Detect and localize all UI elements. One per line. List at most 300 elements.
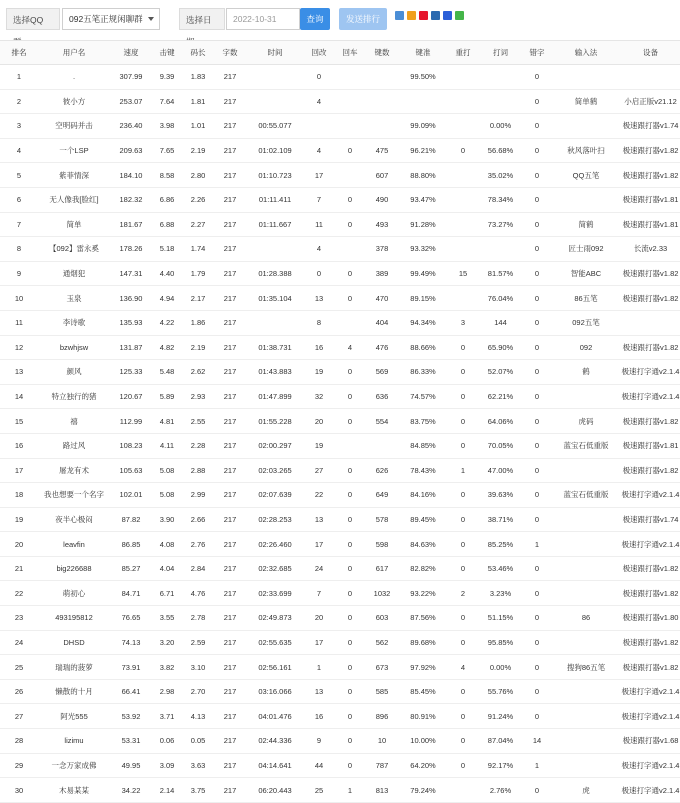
send-ranking-button[interactable]: 发送排行 xyxy=(339,8,387,30)
table-cell: 极速跟打器v1.74 xyxy=(621,507,680,532)
table-cell: 3.98 xyxy=(152,114,182,139)
table-cell: 蓝宝石低重版 xyxy=(551,433,621,458)
table-cell: 79.24% xyxy=(398,778,448,803)
table-cell: 64.06% xyxy=(478,409,523,434)
table-cell: 3.10 xyxy=(182,655,214,680)
column-header[interactable]: 字数 xyxy=(214,41,246,65)
table-cell: 01:28.388 xyxy=(246,261,304,286)
column-header[interactable]: 回车 xyxy=(334,41,366,65)
table-cell: 0 xyxy=(448,409,478,434)
table-cell xyxy=(551,65,621,90)
table-cell: 253.07 xyxy=(110,89,152,114)
table-row xyxy=(0,753,680,778)
table-cell: 217 xyxy=(214,704,246,729)
table-cell: 14 xyxy=(0,384,38,409)
table-cell: 217 xyxy=(214,753,246,778)
table-cell: 13 xyxy=(304,507,334,532)
table-cell: 2.26 xyxy=(182,187,214,212)
table-cell: 无人像我[脸红] xyxy=(38,187,110,212)
table-cell: 6 xyxy=(0,187,38,212)
column-header[interactable]: 键数 xyxy=(366,41,398,65)
table-cell: 11 xyxy=(0,310,38,335)
table-cell: 01:55.228 xyxy=(246,409,304,434)
table-cell: 178.26 xyxy=(110,237,152,262)
table-cell: 217 xyxy=(214,187,246,212)
table-cell xyxy=(366,433,398,458)
table-cell: 10 xyxy=(0,286,38,311)
table-cell: 89.15% xyxy=(398,286,448,311)
table-header-row xyxy=(0,41,680,65)
table-cell: 0 xyxy=(523,679,551,704)
table-cell xyxy=(334,89,366,114)
table-cell: 17 xyxy=(304,163,334,188)
table-cell: 30 xyxy=(0,778,38,803)
table-cell: 0 xyxy=(523,483,551,508)
table-cell: 96.21% xyxy=(398,138,448,163)
table-cell: 04:01.476 xyxy=(246,704,304,729)
table-cell: 02:00.297 xyxy=(246,433,304,458)
table-cell xyxy=(448,114,478,139)
table-cell: 16 xyxy=(304,335,334,360)
column-header[interactable]: 用户名 xyxy=(38,41,110,65)
table-cell: 1.83 xyxy=(182,65,214,90)
table-cell xyxy=(551,630,621,655)
table-cell: 95.85% xyxy=(478,630,523,655)
table-cell: 0 xyxy=(523,138,551,163)
table-cell xyxy=(478,65,523,90)
table-cell: 1.81 xyxy=(182,89,214,114)
table-cell: QQ五笔 xyxy=(551,163,621,188)
table-cell: 0 xyxy=(334,704,366,729)
table-cell: 89.68% xyxy=(398,630,448,655)
column-header[interactable]: 码长 xyxy=(182,41,214,65)
table-cell: 490 xyxy=(366,187,398,212)
table-cell: 0 xyxy=(448,507,478,532)
table-cell: 217 xyxy=(214,778,246,803)
table-row xyxy=(0,458,680,483)
table-cell: 86五笔 xyxy=(551,286,621,311)
table-cell: 0 xyxy=(334,532,366,557)
table-cell: 24 xyxy=(0,630,38,655)
column-header[interactable]: 打词 xyxy=(478,41,523,65)
table-cell: 极速跟打器v1.80 xyxy=(621,606,680,631)
table-cell: 虎 xyxy=(551,778,621,803)
table-cell: 01:47.899 xyxy=(246,384,304,409)
table-cell: 105.63 xyxy=(110,458,152,483)
table-cell: 02:55.635 xyxy=(246,630,304,655)
table-cell: lizimu xyxy=(38,729,110,754)
table-cell: 虎码 xyxy=(551,409,621,434)
table-cell xyxy=(551,384,621,409)
table-cell xyxy=(551,753,621,778)
table-cell: leavfin xyxy=(38,532,110,557)
table-cell: 2.27 xyxy=(182,212,214,237)
table-cell: 135.93 xyxy=(110,310,152,335)
table-cell: 92.17% xyxy=(478,753,523,778)
table-cell: 极速跟打器v1.82 xyxy=(621,630,680,655)
table-cell: 554 xyxy=(366,409,398,434)
table-cell: 89.45% xyxy=(398,507,448,532)
table-cell: 0 xyxy=(448,753,478,778)
table-cell: 01:11.667 xyxy=(246,212,304,237)
table-cell xyxy=(366,114,398,139)
table-cell: 17 xyxy=(0,458,38,483)
table-cell: 32 xyxy=(304,384,334,409)
table-cell: 03:16.066 xyxy=(246,679,304,704)
table-cell: 13 xyxy=(0,360,38,385)
table-cell: 02:49.873 xyxy=(246,606,304,631)
table-cell xyxy=(621,65,680,90)
table-cell: 极速跟打器v1.82 xyxy=(621,138,680,163)
table-cell: 217 xyxy=(214,360,246,385)
table-cell: 813 xyxy=(366,778,398,803)
table-cell: 0 xyxy=(523,114,551,139)
table-cell: 8 xyxy=(304,310,334,335)
table-cell xyxy=(448,163,478,188)
column-header[interactable]: 击键 xyxy=(152,41,182,65)
table-cell: 8.58 xyxy=(152,163,182,188)
baidu-share-icon[interactable] xyxy=(443,11,452,20)
table-cell: 4 xyxy=(304,237,334,262)
table-cell: 鹤 xyxy=(551,360,621,385)
table-cell: 78.43% xyxy=(398,458,448,483)
table-cell: 02:32.685 xyxy=(246,556,304,581)
table-cell: 13 xyxy=(304,286,334,311)
table-cell: 极速跟打器v1.81 xyxy=(621,187,680,212)
table-cell: 01:35.104 xyxy=(246,286,304,311)
table-cell: 玉泉 xyxy=(38,286,110,311)
table-cell xyxy=(551,729,621,754)
table-cell: 87.82 xyxy=(110,507,152,532)
table-cell: 李诗歌 xyxy=(38,310,110,335)
table-cell: 4 xyxy=(448,655,478,680)
column-header[interactable]: 速度 xyxy=(110,41,152,65)
table-cell: 4.40 xyxy=(152,261,182,286)
table-cell: 20 xyxy=(304,606,334,631)
table-cell: 217 xyxy=(214,679,246,704)
renren-share-icon[interactable] xyxy=(431,11,440,20)
table-cell: 02:07.639 xyxy=(246,483,304,508)
table-row xyxy=(0,507,680,532)
table-cell: 136.90 xyxy=(110,286,152,311)
table-cell: 12 xyxy=(0,335,38,360)
table-cell: 0.06 xyxy=(152,729,182,754)
table-cell: 217 xyxy=(214,630,246,655)
table-cell: 626 xyxy=(366,458,398,483)
tencent-share-icon[interactable] xyxy=(407,11,416,20)
table-cell: 2.98 xyxy=(152,679,182,704)
table-cell xyxy=(551,187,621,212)
table-cell: 470 xyxy=(366,286,398,311)
table-cell: 17 xyxy=(304,532,334,557)
qzone-share-icon[interactable] xyxy=(395,11,404,20)
chevron-down-icon xyxy=(148,17,154,21)
table-cell: 86 xyxy=(551,606,621,631)
table-cell: 长流v2.33 xyxy=(621,237,680,262)
table-cell: 极速跟打器v1.82 xyxy=(621,335,680,360)
table-cell: 131.87 xyxy=(110,335,152,360)
table-cell: 20 xyxy=(304,409,334,434)
weibo-share-icon[interactable] xyxy=(419,11,428,20)
table-cell: 2.70 xyxy=(182,679,214,704)
table-cell: 0 xyxy=(448,384,478,409)
wechat-share-icon[interactable] xyxy=(455,11,464,20)
table-row xyxy=(0,679,680,704)
table-cell: 78.34% xyxy=(478,187,523,212)
table-cell: 99.49% xyxy=(398,261,448,286)
table-cell: 636 xyxy=(366,384,398,409)
table-cell: 93.22% xyxy=(398,581,448,606)
table-cell: 217 xyxy=(214,261,246,286)
table-row xyxy=(0,360,680,385)
table-cell: 5.08 xyxy=(152,458,182,483)
table-cell: 0 xyxy=(334,138,366,163)
table-cell: 217 xyxy=(214,606,246,631)
table-cell: 5.89 xyxy=(152,384,182,409)
table-cell: 7.65 xyxy=(152,138,182,163)
table-cell: 夜半心极闷 xyxy=(38,507,110,532)
column-header[interactable]: 输入法 xyxy=(551,41,621,65)
table-cell: 217 xyxy=(214,335,246,360)
table-cell: 70.05% xyxy=(478,433,523,458)
table-cell: 673 xyxy=(366,655,398,680)
table-cell: 476 xyxy=(366,335,398,360)
table-cell: 10 xyxy=(366,729,398,754)
table-cell: 236.40 xyxy=(110,114,152,139)
table-cell: 18 xyxy=(0,483,38,508)
table-cell: 209.63 xyxy=(110,138,152,163)
table-cell: 86.85 xyxy=(110,532,152,557)
table-cell: 217 xyxy=(214,409,246,434)
table-cell: 简单鹤 xyxy=(551,89,621,114)
table-cell: 06:20.443 xyxy=(246,778,304,803)
column-header[interactable]: 错字 xyxy=(523,41,551,65)
table-cell: 0 xyxy=(523,212,551,237)
table-cell: 0 xyxy=(334,187,366,212)
table-cell: 16 xyxy=(304,704,334,729)
table-cell: 44 xyxy=(304,753,334,778)
table-cell: 01:10.723 xyxy=(246,163,304,188)
table-cell: 1.86 xyxy=(182,310,214,335)
table-cell xyxy=(551,532,621,557)
table-row xyxy=(0,335,680,360)
table-cell xyxy=(621,310,680,335)
table-cell: 102.01 xyxy=(110,483,152,508)
group-select-value: 092五笔正规闲聊群 xyxy=(69,14,143,24)
table-cell: 04:14.641 xyxy=(246,753,304,778)
table-cell: 0 xyxy=(523,778,551,803)
table-cell: 极速打字通v2.1.4 xyxy=(621,483,680,508)
table-cell: 21 xyxy=(0,556,38,581)
table-cell: 一念万家成佛 xyxy=(38,753,110,778)
table-cell: 4.13 xyxy=(182,704,214,729)
table-cell: 02:33.699 xyxy=(246,581,304,606)
table-cell: 0 xyxy=(523,310,551,335)
table-cell: 389 xyxy=(366,261,398,286)
table-cell: 木易某某 xyxy=(38,778,110,803)
table-cell: 91.24% xyxy=(478,704,523,729)
table-cell: 3 xyxy=(0,114,38,139)
table-cell: bzwhjsw xyxy=(38,335,110,360)
column-header[interactable]: 设备 xyxy=(621,41,680,65)
table-cell: 01:11.411 xyxy=(246,187,304,212)
table-row xyxy=(0,483,680,508)
table-cell xyxy=(478,237,523,262)
table-cell: 极速跟打器v1.82 xyxy=(621,655,680,680)
table-cell: 64.20% xyxy=(398,753,448,778)
table-row xyxy=(0,704,680,729)
date-input[interactable]: 2022-10-31 xyxy=(226,8,300,30)
table-cell: 2.76 xyxy=(182,532,214,557)
table-cell: 217 xyxy=(214,138,246,163)
table-cell: 562 xyxy=(366,630,398,655)
table-cell: 0 xyxy=(448,679,478,704)
table-cell: 74.13 xyxy=(110,630,152,655)
table-cell: 3.20 xyxy=(152,630,182,655)
table-cell: 217 xyxy=(214,507,246,532)
table-cell: 极速跟打器v1.74 xyxy=(621,114,680,139)
table-cell: 85.25% xyxy=(478,532,523,557)
table-cell: 25 xyxy=(0,655,38,680)
table-cell: 01:43.883 xyxy=(246,360,304,385)
table-cell: 智能ABC xyxy=(551,261,621,286)
table-cell: 4 xyxy=(334,335,366,360)
table-row xyxy=(0,409,680,434)
table-cell: 217 xyxy=(214,581,246,606)
table-cell: 97.92% xyxy=(398,655,448,680)
table-cell xyxy=(366,65,398,90)
table-cell: 4.22 xyxy=(152,310,182,335)
table-cell: 0 xyxy=(334,630,366,655)
table-cell: 28 xyxy=(0,729,38,754)
table-cell: 1 xyxy=(523,753,551,778)
table-cell: 2.19 xyxy=(182,138,214,163)
table-cell: 19 xyxy=(304,433,334,458)
table-cell: 3.71 xyxy=(152,704,182,729)
table-cell: 0 xyxy=(523,384,551,409)
column-header[interactable]: 时间 xyxy=(246,41,304,65)
table-cell: 84.85% xyxy=(398,433,448,458)
table-cell: 颜风 xyxy=(38,360,110,385)
table-row xyxy=(0,433,680,458)
table-cell xyxy=(448,286,478,311)
table-cell: 0 xyxy=(523,507,551,532)
table-cell: 6.86 xyxy=(152,187,182,212)
table-cell: 24 xyxy=(304,556,334,581)
table-cell: 通烟犯 xyxy=(38,261,110,286)
table-cell: 217 xyxy=(214,212,246,237)
group-select[interactable] xyxy=(62,8,160,30)
table-cell: 112.99 xyxy=(110,409,152,434)
table-cell: 特立独行的猪 xyxy=(38,384,110,409)
table-cell: 4.94 xyxy=(152,286,182,311)
table-cell: 2.19 xyxy=(182,335,214,360)
table-cell: 1 xyxy=(304,655,334,680)
table-cell: 6.88 xyxy=(152,212,182,237)
table-cell: 4 xyxy=(304,89,334,114)
table-cell: 0 xyxy=(523,237,551,262)
table-cell: 11 xyxy=(304,212,334,237)
query-button[interactable]: 查询 xyxy=(300,8,330,30)
table-cell: 6.71 xyxy=(152,581,182,606)
table-cell: 0 xyxy=(523,409,551,434)
table-row xyxy=(0,237,680,262)
table-cell: 2.28 xyxy=(182,433,214,458)
column-header[interactable]: 重打 xyxy=(448,41,478,65)
column-header[interactable]: 排名 xyxy=(0,41,38,65)
table-cell: 217 xyxy=(214,286,246,311)
table-cell: 092 xyxy=(551,335,621,360)
table-cell: DHSD xyxy=(38,630,110,655)
table-cell: 88.66% xyxy=(398,335,448,360)
column-header[interactable]: 回改 xyxy=(304,41,334,65)
table-cell: 3.55 xyxy=(152,606,182,631)
table-cell: 02:03.265 xyxy=(246,458,304,483)
date-label: 选择日 xyxy=(179,8,225,30)
table-cell xyxy=(448,65,478,90)
table-cell: 19 xyxy=(0,507,38,532)
table-cell: 5.08 xyxy=(152,483,182,508)
table-cell: 简鹤 xyxy=(551,212,621,237)
table-cell: 2 xyxy=(0,89,38,114)
table-cell: 0 xyxy=(334,212,366,237)
table-cell: 62.21% xyxy=(478,384,523,409)
table-cell: 184.10 xyxy=(110,163,152,188)
table-cell: 小启正版v21.12 xyxy=(621,89,680,114)
table-cell: 02:56.161 xyxy=(246,655,304,680)
table-cell: 217 xyxy=(214,89,246,114)
table-cell: 217 xyxy=(214,655,246,680)
table-cell: 极速跟打器v1.82 xyxy=(621,163,680,188)
table-cell: 0 xyxy=(448,483,478,508)
table-cell xyxy=(551,114,621,139)
table-cell xyxy=(448,212,478,237)
column-header[interactable]: 键准 xyxy=(398,41,448,65)
table-cell: 35.02% xyxy=(478,163,523,188)
table-cell: 瑞瑞的菠萝 xyxy=(38,655,110,680)
table-cell: 1 xyxy=(334,778,366,803)
table-cell: 25 xyxy=(304,778,334,803)
table-cell: 787 xyxy=(366,753,398,778)
table-cell: 15 xyxy=(0,409,38,434)
table-cell: 紫菲情深 xyxy=(38,163,110,188)
table-cell: 极速跟打器v1.81 xyxy=(621,433,680,458)
table-cell: 52.07% xyxy=(478,360,523,385)
table-cell xyxy=(448,89,478,114)
table-cell: 禧 xyxy=(38,409,110,434)
table-row xyxy=(0,89,680,114)
table-cell: 02:26.460 xyxy=(246,532,304,557)
table-cell: 56.68% xyxy=(478,138,523,163)
table-cell: 0 xyxy=(448,630,478,655)
table-cell: 简单 xyxy=(38,212,110,237)
table-cell: 182.32 xyxy=(110,187,152,212)
table-cell: 82.82% xyxy=(398,556,448,581)
table-cell: 极速打字通v2.1.4 xyxy=(621,778,680,803)
table-cell: 181.67 xyxy=(110,212,152,237)
table-cell: 2.88 xyxy=(182,458,214,483)
table-cell: 217 xyxy=(214,384,246,409)
table-cell: 85.45% xyxy=(398,679,448,704)
table-cell: 217 xyxy=(214,458,246,483)
table-cell: 2.84 xyxy=(182,556,214,581)
table-cell: 27 xyxy=(304,458,334,483)
table-cell: 0 xyxy=(334,286,366,311)
table-cell: 217 xyxy=(214,483,246,508)
table-cell: 125.33 xyxy=(110,360,152,385)
table-cell: 1 xyxy=(0,65,38,90)
table-cell: 2.55 xyxy=(182,409,214,434)
